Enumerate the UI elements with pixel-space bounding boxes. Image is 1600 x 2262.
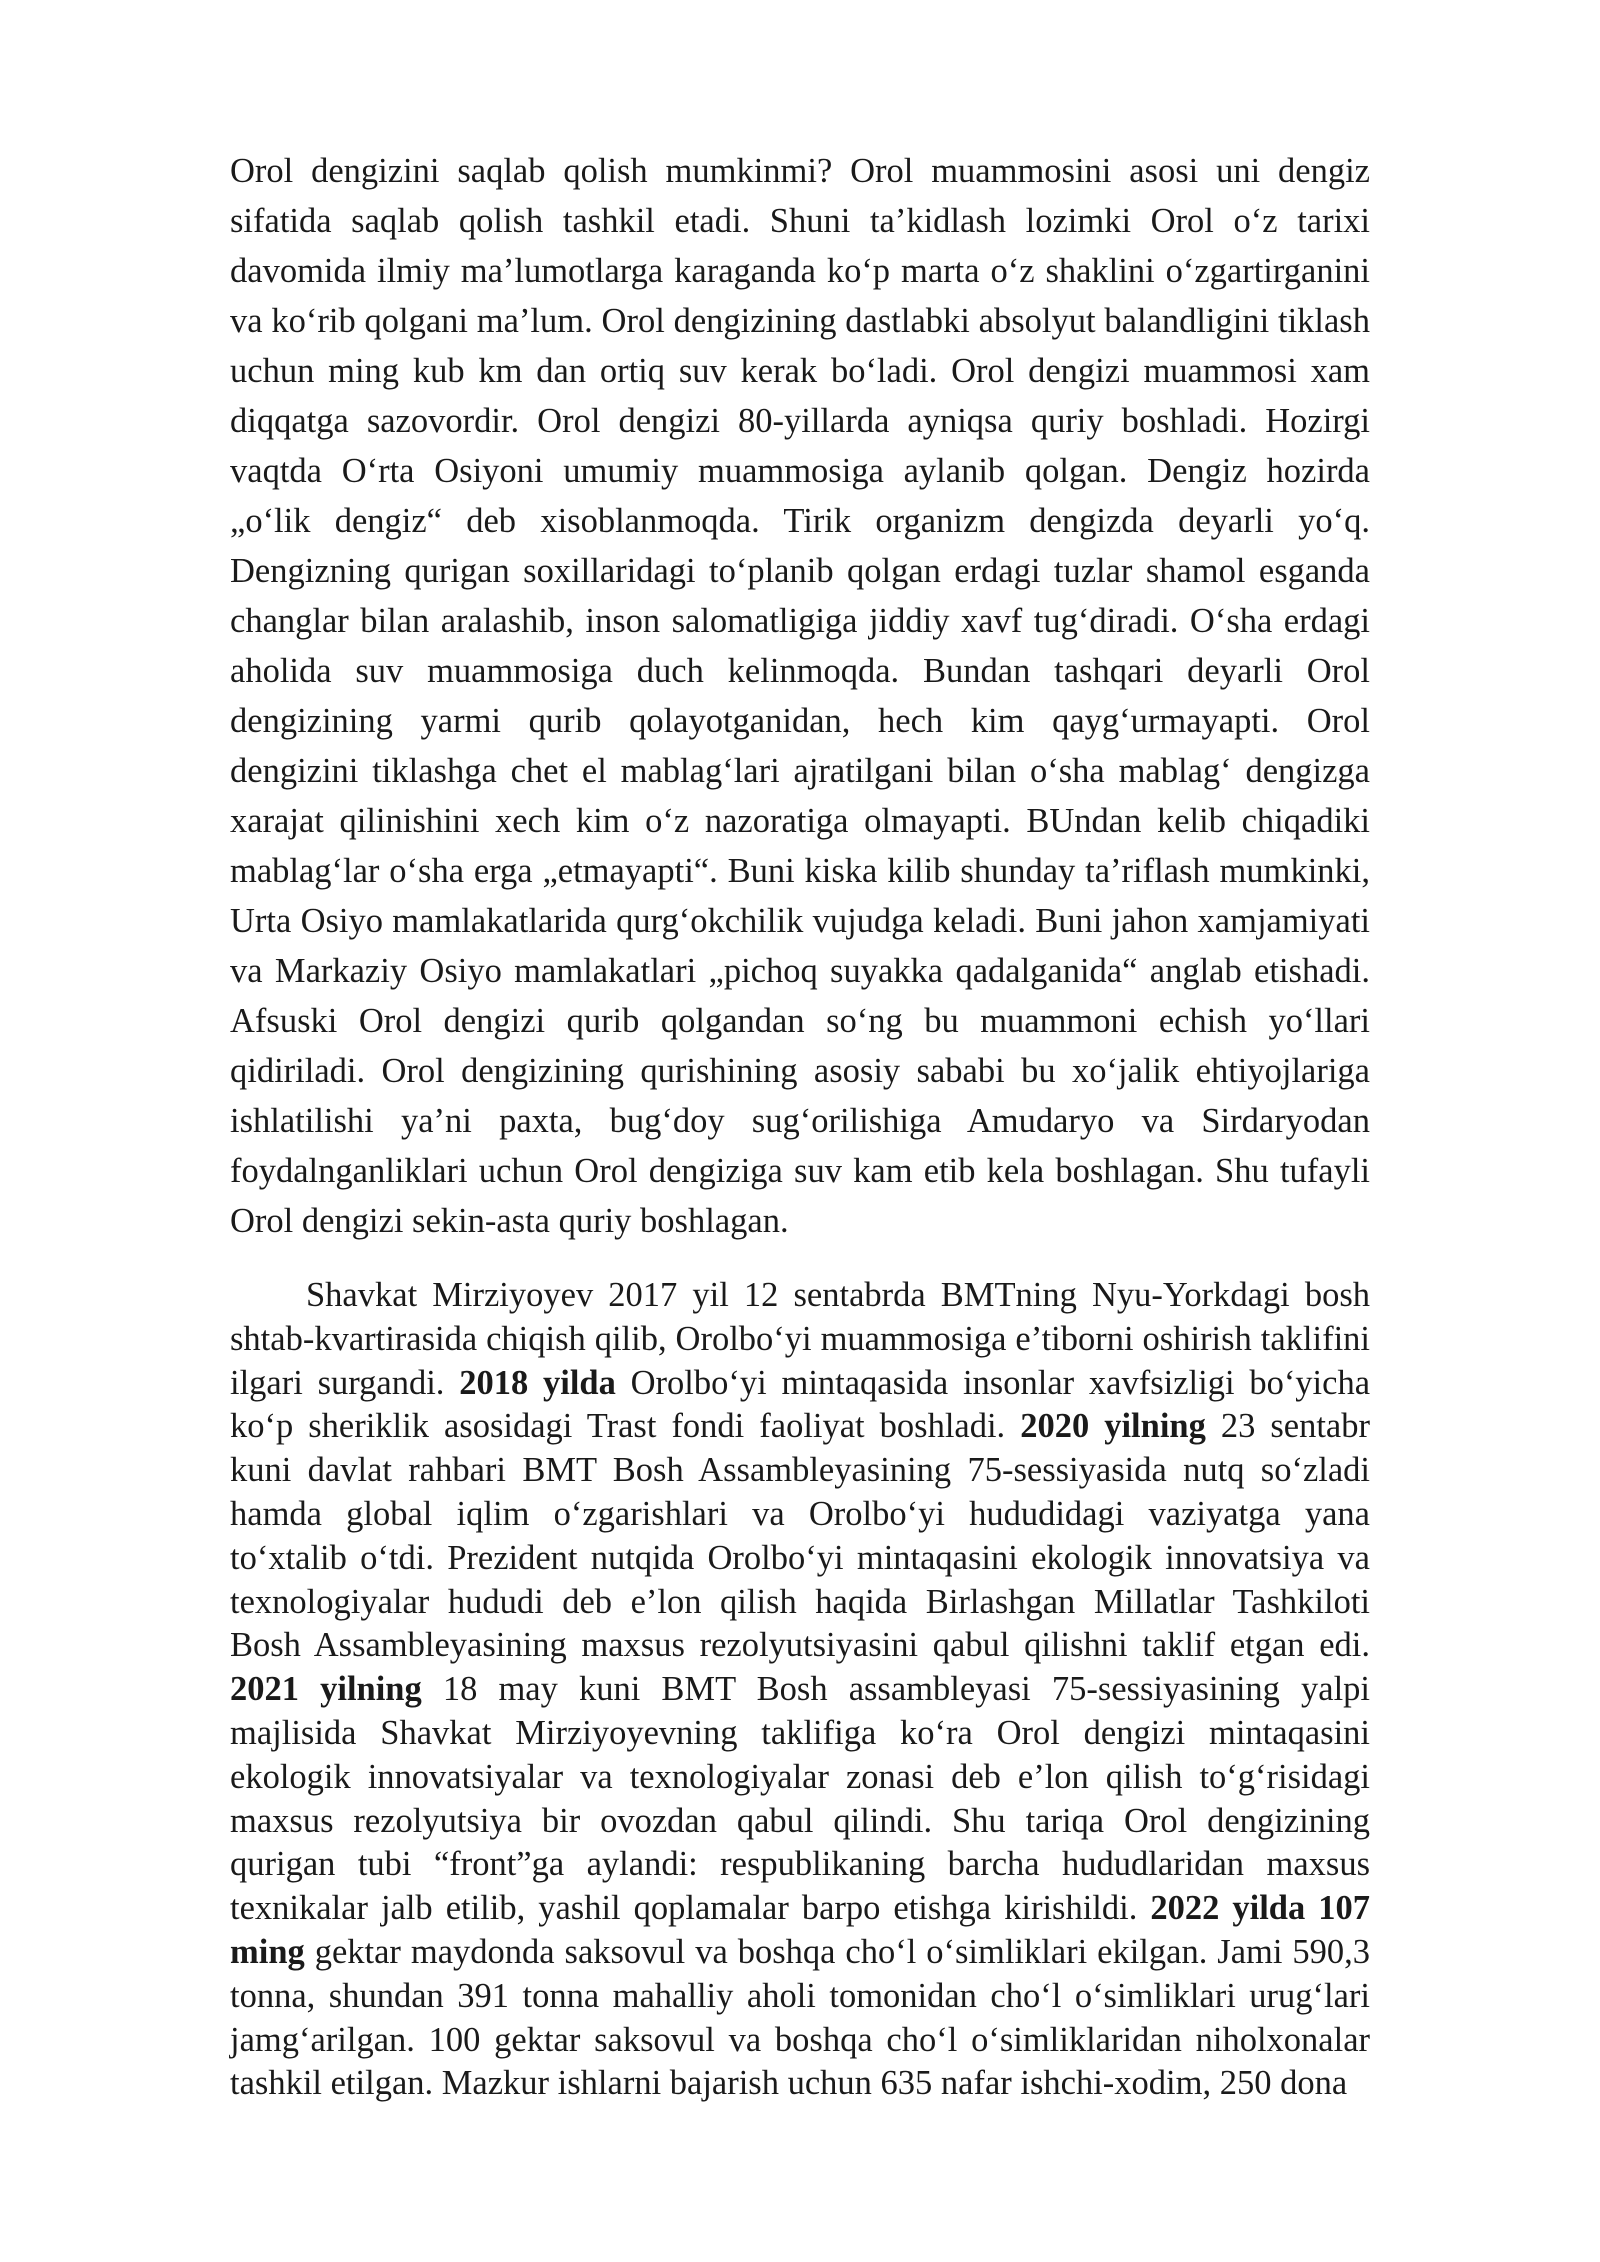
text-segment: 18 may kuni BMT Bosh assambleyasi 75-sessiyasining yalpi majlisida Shavkat Mirziyoyevning taklifiga ko‘ra Orol dengizi mintaqasini ekologik innovatsiyalar va texnologiyalar zonasi deb e’lon qilish to‘g‘risidagi maxsus rezolyutsiya bir ovozdan qabul qilindi. Shu tariqa Orol dengizining qurigan tubi “front”ga aylandi: respublikaning barcha hududlaridan maxsus texnikalar jalb etilib, yashil qoplamalar barpo etishga kirishildi. (230, 1670, 1370, 1928)
text-segment: Orolbo‘yi mintaqasida insonlar xavfsizligi bo‘yicha ko‘p sheriklik asosidagi Trast fondi faoliyat boshladi. (230, 1363, 1371, 1446)
paragraph-aral-sea-problem (230, 146, 1370, 1246)
bold-text-2022: 2022 yilda 107 ming (230, 1889, 1371, 1971)
bold-text-2021: 2021 yilning (230, 1670, 422, 1709)
text-segment: Shavkat Mirziyoyev 2017 yil 12 sentabrda BMTning Nyu-Yorkdagi bosh shtab-kvartirasida chiqish qilib, Orolbo‘yi muammosiga e’tiborni oshirish taklifini ilgari surgandi. (230, 1276, 1370, 1402)
bold-text-2018: 2018 yilda (459, 1363, 616, 1402)
text-segment: gektar maydonda saksovul va boshqa cho‘l o‘simliklari ekilgan. Jami 590,3 tonna, shundan 391 tonna mahalliy aholi tomonidan cho‘l o‘simliklari urug‘lari jamg‘arilgan. 100 gektar saksovul va boshqa cho‘l o‘simliklaridan niholxonalar tashkil etilgan. Mazkur ishlarni bajarish uchun 635 nafar ishchi-xodim, 250 dona (230, 1932, 1370, 2103)
bold-text-2020: 2020 yilning (1020, 1407, 1206, 1446)
text-segment: 23 sentabr kuni davlat rahbari BMT Bosh Assambleyasining 75-sessiyasida nutq so‘zladi hamda global iqlim o‘zgarishlari va Orolbo‘yi hududidagi vaziyatga yana to‘xtalib o‘tdi. Prezident nutqida Orolbo‘yi mintaqasini ekologik innovatsiya va texnologiyalar hududi deb e’lon qilish haqida Birlashgan Millatlar Tashkiloti Bosh Assambleyasining maxsus rezolyutsiyasini qabul qilishni taklif etgan edi. (230, 1407, 1370, 1665)
text-segment: Orol dengizini saqlab qolish mumkinmi? Orol muammosini asosi uni dengiz sifatida saqlab qolish tashkil etadi. Shuni ta’kidlash lozimki Orol o‘z tarixi davomida ilmiy ma’lumotlarga karaganda ko‘p marta o‘z shaklini o‘zgartirganini va ko‘rib qolgani ma’lum. Orol dengizining dastlabki absolyut balandligini tiklash uchun ming kub km dan ortiq suv kerak bo‘ladi. Orol dengizi muammosi xam diqqatga sazovordir. Orol dengizi 80-yillarda ayniqsa quriy boshladi. Hozirgi vaqtda O‘rta Osiyoni umumiy muammosiga aylanib qolgan. Dengiz hozirda „o‘lik dengiz“ deb xisoblanmoqda. Tirik organizm dengizda deyarli yo‘q. Dengizning qurigan soxillaridagi to‘planib qolgan erdagi tuzlar shamol esganda changlar bilan aralashib, inson salomatligiga jiddiy xavf tug‘diradi. O‘sha erdagi aholida suv muammosiga duch kelinmoqda. Bundan tashqari deyarli Orol dengizining yarmi qurib qolayotganidan, hech kim qayg‘urmayapti. Orol dengizini tiklashga chet el mablag‘lari ajratilgani bilan o‘sha mablag‘ dengizga xarajat qilinishini xech kim o‘z nazoratiga olmayapti. BUndan kelib chiqadiki mablag‘lar o‘sha erga „etmayapti“. Buni kiska kilib shunday ta’riflash mumkinki, Urta Osiyo mamlakatlarida qurg‘okchilik vujudga keladi. Buni jahon xamjamiyati va Markaziy Osiyo mamlakatlari „pichoq suyakka qadalganida“ anglab etishadi. Afsuski Orol dengizi qurib qolgandan so‘ng bu muammoni echish yo‘llari qidiriladi. Orol dengizining qurishining asosiy sababi bu xo‘jalik ehtiyojlariga ishlatilishi ya’ni paxta, bug‘doy sug‘orilishiga Amudaryo va Sirdaryodan foydalnganliklari uchun Orol dengiziga suv kam etib kela boshlagan. Shu tufayli Orol dengizi sekin-asta quriy boshlagan. (230, 152, 1370, 1240)
paragraph-un-initiatives (230, 1274, 1370, 2106)
document-body (230, 146, 1370, 2106)
